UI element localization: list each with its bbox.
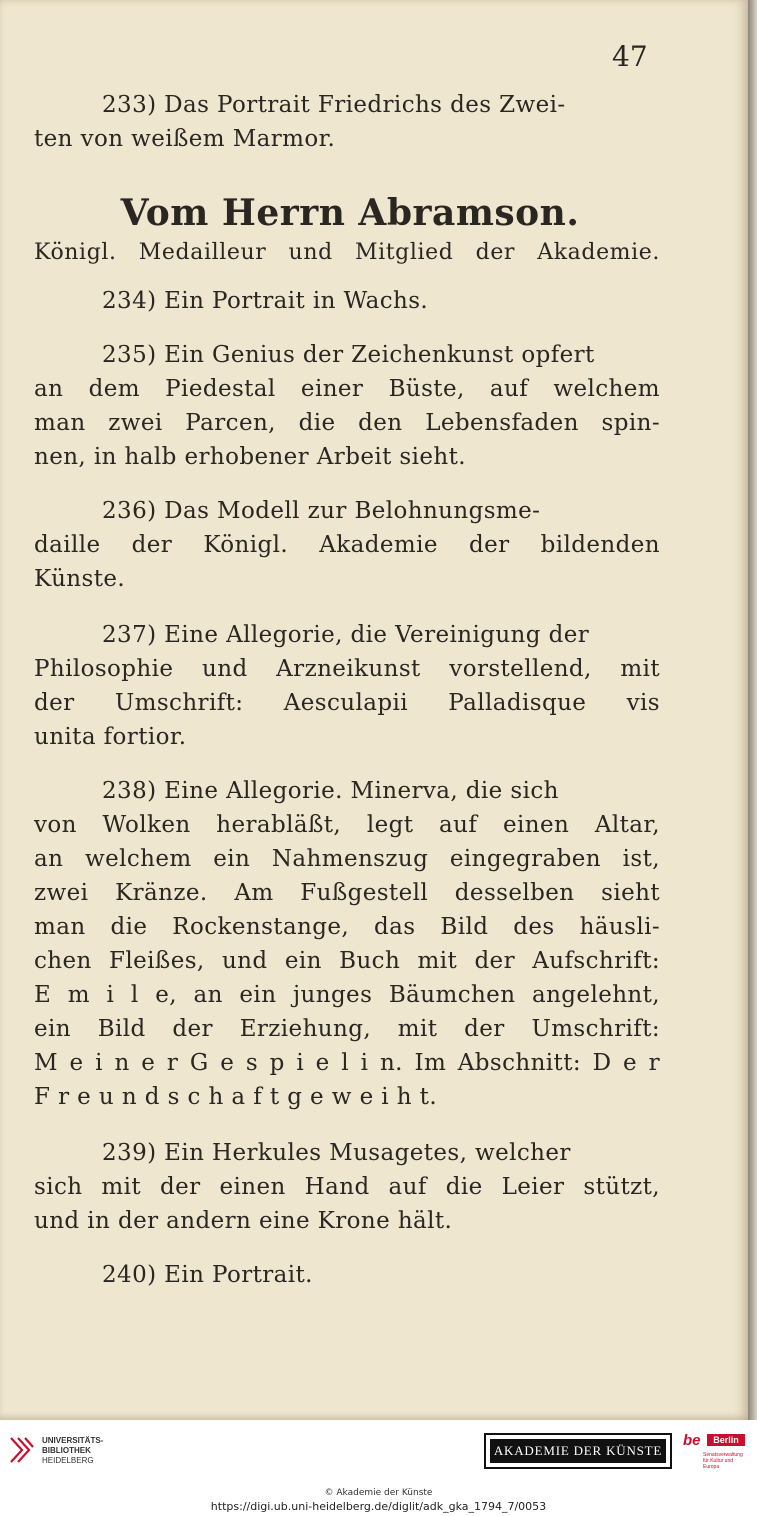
entry-238-line-10: F r e u n d s c h a f t g e w e i h t. [34, 1084, 438, 1110]
entry-237-line-3: der Umschrift: Aesculapii Palladisque vis [34, 690, 660, 716]
entry-237-line-4: unita fortior. [34, 724, 187, 750]
akademie-der-kuenste-logo[interactable] [484, 1433, 672, 1469]
entry-238-line-4: zwei Kränze. Am Fußgestell desselben sieht [34, 880, 660, 906]
entry-233-line-2: ten von weißem Marmor. [34, 126, 336, 152]
entry-238-line-2: von Wolken herabläßt, legt auf einen Altar, [34, 812, 660, 838]
entry-238-line-7: E m i l e, an ein junges Bäumchen angelehnt, [34, 982, 660, 1008]
entry-239-line-3: und in der andern eine Krone hält. [34, 1208, 453, 1234]
berlin-label: Berlin [707, 1434, 745, 1446]
akademie-label: AKADEMIE DER KÜNSTE [490, 1439, 666, 1463]
section-heading: Vom Herrn Abramson. [120, 192, 580, 234]
library-line-3: HEIDELBERG [42, 1456, 94, 1465]
page-number: 47 [612, 40, 648, 73]
copyright-notice: © Akademie der Künste [324, 1488, 433, 1498]
entry-235-line-2: an dem Piedestal einer Büste, auf welchem [34, 376, 660, 402]
entry-238-line-5: man die Rockenstange, das Bild des häusli- [34, 914, 660, 940]
entry-239-line-1: 239) Ein Herkules Musagetes, welcher [102, 1140, 571, 1166]
section-subheading: Königl. Medailleur und Mitglied der Akademie. [34, 240, 660, 265]
berlin-subtitle: Senatsverwaltung für Kultur und Europa [703, 1452, 743, 1470]
entry-236-line-3: Künste. [34, 566, 126, 592]
entry-238-line-8: ein Bild der Erziehung, mit der Umschrift: [34, 1016, 660, 1042]
entry-236-line-2: daille der Königl. Akademie der bildenden [34, 532, 660, 558]
page-edge [748, 0, 757, 1420]
entry-235-line-3: man zwei Parcen, die den Lebensfaden spin- [34, 410, 660, 436]
entry-236-line-1: 236) Das Modell zur Belohnungsme- [102, 498, 541, 524]
entry-238-line-9: M e i n e r G e s p i e l i n. Im Abschnitt: D e r [34, 1050, 660, 1076]
entry-234-line-1: 234) Ein Portrait in Wachs. [102, 288, 429, 314]
source-url[interactable]: https://digi.ub.uni-heidelberg.de/diglit/adk_gka_1794_7/0053 [210, 1500, 547, 1513]
berlin-logo[interactable] [683, 1432, 747, 1472]
entry-238-line-3: an welchem ein Nahmenszug eingegraben ist, [34, 846, 660, 872]
entry-238-line-1: 238) Eine Allegorie. Minerva, die sich [102, 778, 559, 804]
entry-235-line-1: 235) Ein Genius der Zeichenkunst opfert [102, 342, 595, 368]
entry-237-line-1: 237) Eine Allegorie, die Vereinigung der [102, 622, 590, 648]
entry-233-line-1: 233) Das Portrait Friedrichs des Zwei- [102, 92, 566, 118]
entry-238-line-6: chen Fleißes, und ein Buch mit der Aufschrift: [34, 948, 660, 974]
university-library-name[interactable] [42, 1436, 103, 1466]
entry-240-line-1: 240) Ein Portrait. [102, 1262, 313, 1288]
library-line-1: UNIVERSITÄTS- [42, 1436, 104, 1445]
university-library-logo-icon[interactable] [8, 1430, 36, 1470]
entry-237-line-2: Philosophie und Arzneikunst vorstellend, mit [34, 656, 660, 682]
entry-239-line-2: sich mit der einen Hand auf die Leier stützt, [34, 1174, 660, 1200]
berlin-be-mark: be [683, 1432, 701, 1449]
entry-235-line-4: nen, in halb erhobener Arbeit sieht. [34, 444, 466, 470]
library-line-2: BIBLIOTHEK [42, 1446, 91, 1455]
